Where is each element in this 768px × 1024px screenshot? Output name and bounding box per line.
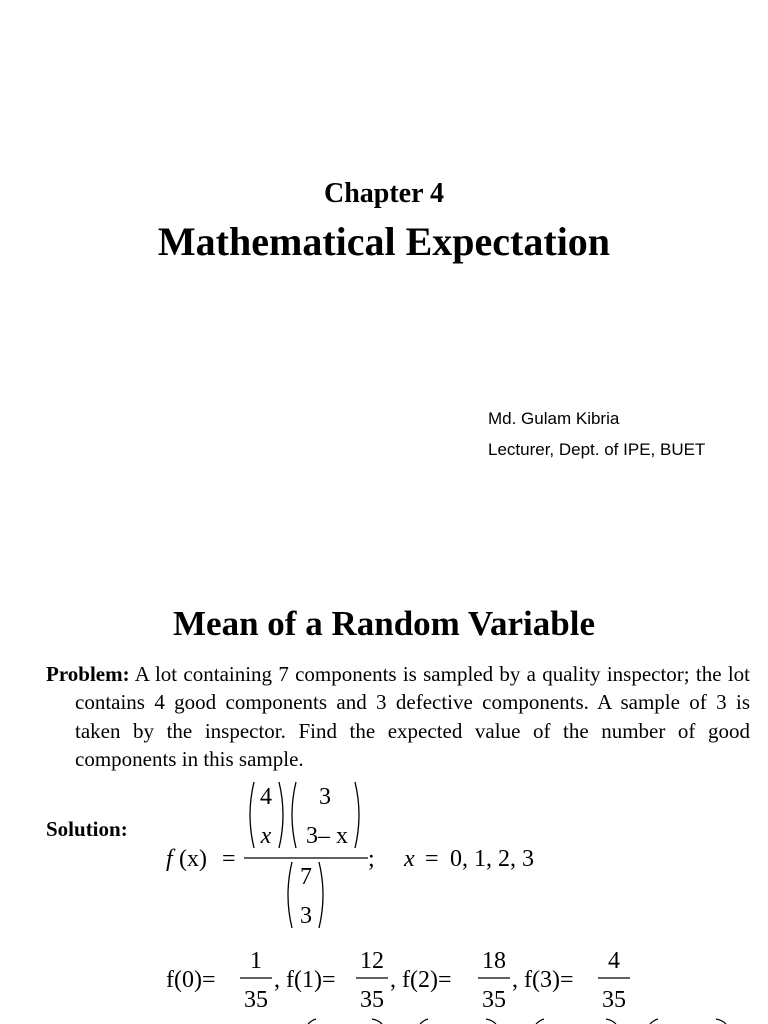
f1-label: , f(1)= (274, 967, 336, 993)
f2-numerator: 18 (482, 948, 506, 974)
domain-var: x (404, 846, 415, 872)
f0-numerator: 1 (250, 948, 262, 974)
next-line-paren (486, 1019, 496, 1024)
binom3-top: 7 (300, 864, 312, 890)
next-line-paren (536, 1019, 544, 1024)
f3-denominator: 35 (602, 987, 626, 1013)
f1-numerator: 12 (360, 948, 384, 974)
chapter-title: Mathematical Expectation (157, 219, 611, 264)
binom2-right-paren (355, 782, 359, 848)
binom2-left-paren (292, 782, 296, 848)
binom1-top: 4 (260, 784, 272, 810)
slide-title: Mean of a Random Variable (173, 604, 595, 643)
f1-denominator: 35 (360, 987, 384, 1013)
solution-formula (0, 770, 768, 1024)
author-role: Lecturer, Dept. of IPE, BUET (488, 440, 706, 459)
binom3-right-paren (319, 862, 323, 928)
problem-statement (46, 660, 750, 773)
next-line-paren (372, 1019, 382, 1024)
author-name: Md. Gulam Kibria (488, 409, 620, 428)
next-line-paren (650, 1019, 658, 1024)
f3-numerator: 4 (608, 948, 620, 974)
domain-equals: = (425, 846, 439, 872)
solution-label: Solution: (46, 817, 128, 841)
binom3-bottom: 3 (300, 903, 312, 929)
binom2-top: 3 (319, 784, 331, 810)
f2-label: , f(2)= (390, 967, 452, 993)
pmf-arg: (x) (179, 846, 207, 872)
binom1-bottom: x (260, 823, 272, 849)
next-line-paren (308, 1019, 316, 1024)
binom1-left-paren (250, 782, 254, 848)
f3-label: , f(3)= (512, 967, 574, 993)
next-line-paren (716, 1019, 726, 1024)
next-line-paren (606, 1019, 616, 1024)
pmf-equals: = (222, 846, 236, 872)
binom3-left-paren (288, 862, 292, 928)
pmf-f: f (166, 846, 173, 872)
f0-denominator: 35 (244, 987, 268, 1013)
next-line-paren (420, 1019, 428, 1024)
binom2-bottom: 3– x (306, 823, 348, 849)
problem-label: Problem: (46, 662, 130, 686)
f0-label: f(0)= (166, 967, 216, 993)
chapter-heading: Chapter 4 (323, 178, 445, 209)
binom1-right-paren (279, 782, 283, 848)
f2-denominator: 35 (482, 987, 506, 1013)
problem-text: A lot containing 7 components is sampled by a quality inspector; the lot contains 4 good components and 3 defective components. A sample of 3 is taken by the inspector. Find the expected value of the number of good components in this sample. (75, 662, 750, 771)
domain-values: 0, 1, 2, 3 (450, 846, 534, 872)
pmf-semicolon: ; (368, 846, 375, 872)
